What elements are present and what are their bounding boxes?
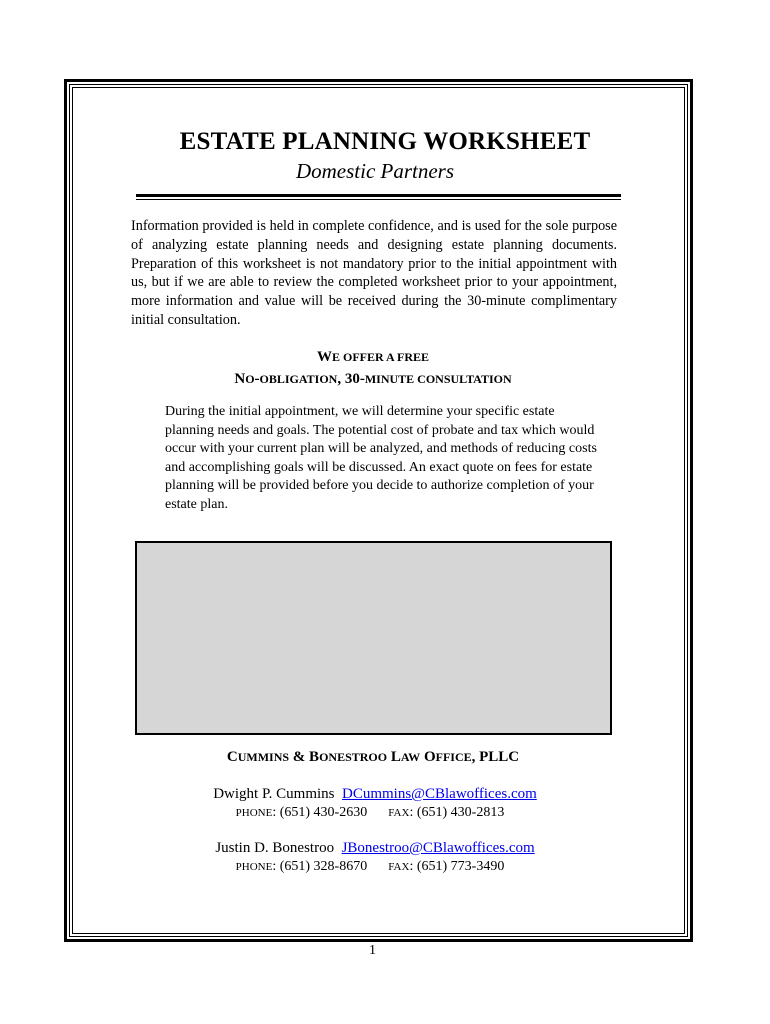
free-consultation-heading <box>0 346 746 390</box>
page-number: 1 <box>369 943 376 958</box>
phone-label: PHONE <box>235 861 273 873</box>
firm-name-text: C <box>226 749 238 765</box>
offer-text: - <box>254 371 260 387</box>
offer-text: W <box>316 349 332 365</box>
offer-line-2 <box>0 368 746 390</box>
fax-label: FAX <box>388 861 410 873</box>
document-subtitle: Domestic Partners <box>295 159 455 183</box>
title-divider-thin <box>136 199 621 200</box>
offer-text: E OFFER A FREE <box>331 350 429 364</box>
contact-cummins-phone-fax: PHONE: (651) 430-2630 FAX: (651) 430-2813 <box>235 805 505 820</box>
firm-name-text: FFICE <box>435 750 472 764</box>
document-title: ESTATE PLANNING WORKSHEET <box>179 128 591 155</box>
contact-bonestroo <box>0 840 750 857</box>
consultation-paragraph: During the initial appointment, we will determine your specific estate planning needs and goals. The potential cost of probate and tax which would occur with your current plan will be analyzed, and methods of reducing costs and accomplishing goals will be discussed. An exact quote on fees for estate planning will be provided before you decide to authorize completion of your estate plan. <box>165 404 597 512</box>
firm-name-text: ONESTROO <box>319 750 388 764</box>
fax-number: (651) 430-2813 <box>416 805 505 820</box>
phone-number: (651) 328-8670 <box>279 859 368 874</box>
firm-name-text: & <box>289 749 310 765</box>
firm-name-text: L <box>390 749 401 765</box>
fax-number: (651) 773-3490 <box>416 859 505 874</box>
firm-name-text: UMMINS <box>237 750 290 764</box>
contact-name: Justin D. Bonestroo <box>215 840 335 856</box>
offer-text: N <box>234 371 246 387</box>
offer-text: , 30- <box>337 371 365 387</box>
contact-bonestroo-phone-fax: PHONE: (651) 328-8670 FAX: (651) 773-3490 <box>235 859 505 874</box>
firm-name-text: B <box>309 749 320 765</box>
contact-name: Dwight P. Cummins <box>213 786 335 802</box>
firm-name-text: AW <box>400 750 421 764</box>
email-link-bonestroo[interactable]: JBonestroo@CBlawoffices.com <box>341 840 535 856</box>
phone-label: PHONE <box>235 807 273 819</box>
phone-number: (651) 430-2630 <box>279 805 368 820</box>
offer-text: MINUTE CONSULTATION <box>364 372 512 386</box>
email-link-cummins[interactable]: DCummins@CBlawoffices.com <box>342 786 537 802</box>
offer-text: OBLIGATION <box>259 372 338 386</box>
offer-line-1 <box>0 346 746 368</box>
intro-paragraph: Information provided is held in complete confidence, and is used for the sole purpose of analyzing estate planning needs and designing estate planning documents. Preparation of this worksheet is not mandatory prior to the initial appointment with us, but if we are able to review the completed worksheet prior to your appointment, more information and value will be received during the 30-minute complimentary initial consultation. <box>131 218 617 328</box>
title-divider-thick <box>136 194 621 197</box>
contact-cummins <box>0 786 750 803</box>
firm-name-text: , PLLC <box>471 749 520 765</box>
firm-name <box>0 748 746 766</box>
fax-label: FAX <box>388 807 410 819</box>
firm-name-text: O <box>423 749 436 765</box>
photo-placeholder <box>135 541 612 735</box>
offer-text: O <box>245 372 255 386</box>
